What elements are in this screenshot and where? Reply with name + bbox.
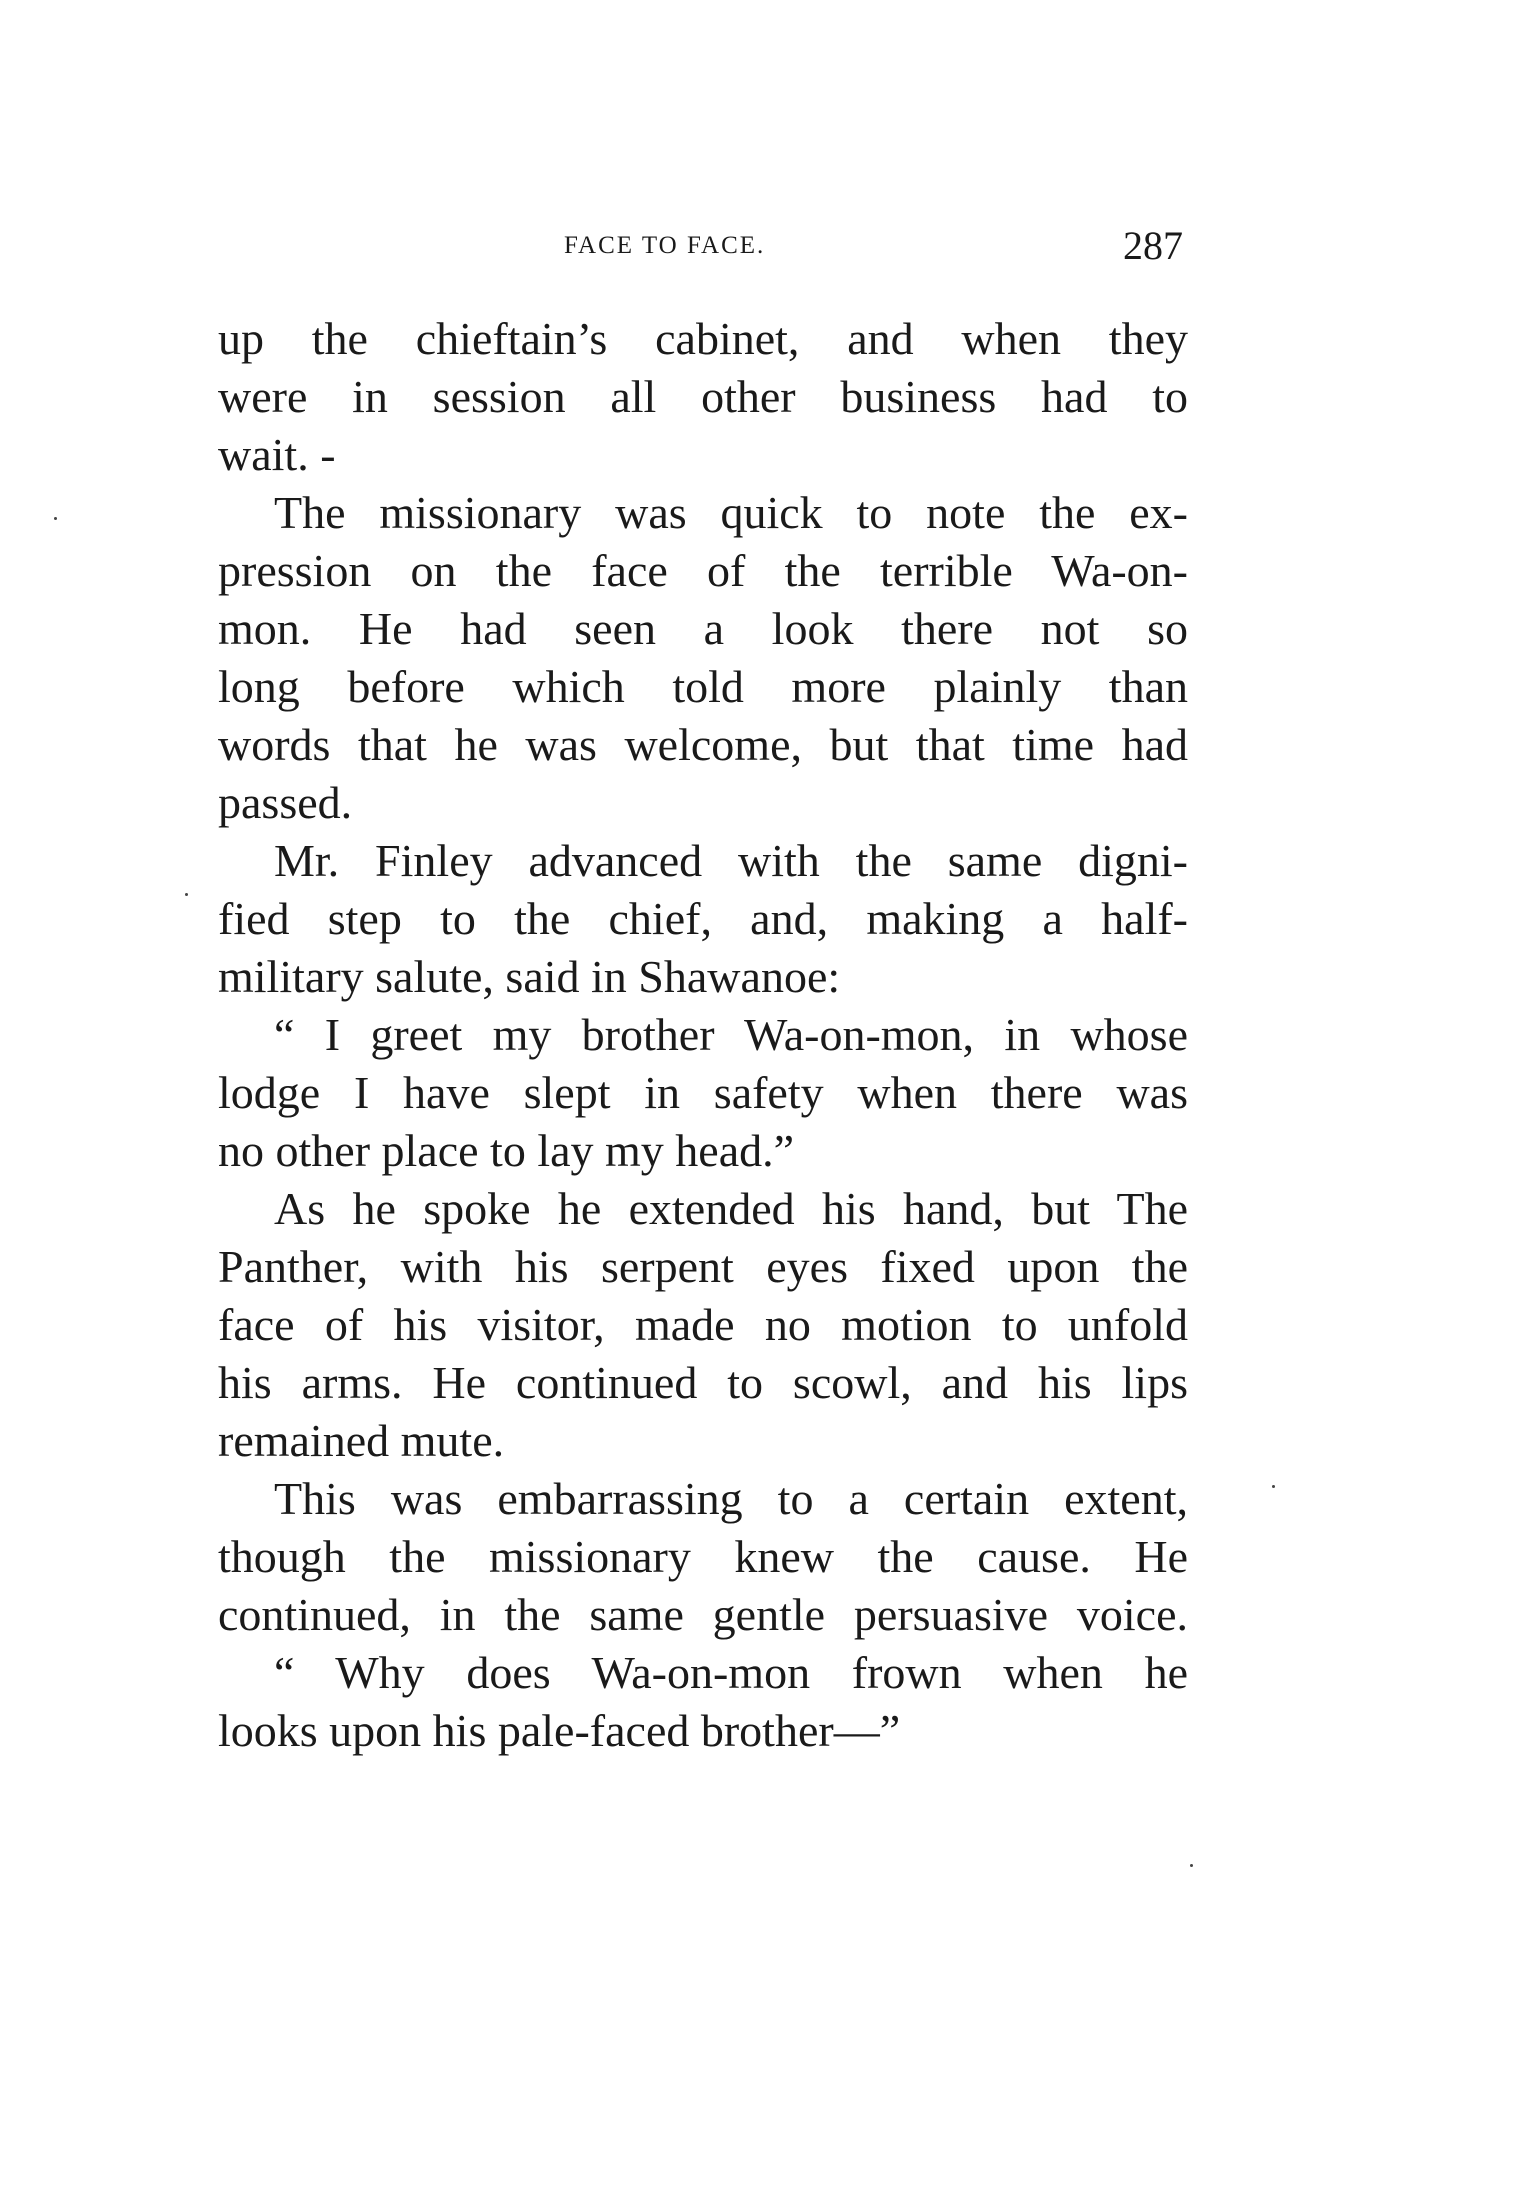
text-line: face of his visitor, made no motion to unfold [218, 1299, 1188, 1350]
text-line: lodge I have slept in safety when there was [218, 1067, 1188, 1118]
text-line: pression on the face of the terrible Wa-on- [218, 545, 1188, 596]
text-line: were in session all other business had to [218, 371, 1188, 422]
paragraph-start-line: “ I greet my brother Wa-on-mon, in whose [274, 1009, 1188, 1060]
page-speck [54, 517, 57, 520]
text-line: no other place to lay my head.” [218, 1125, 795, 1176]
text-line: mon. He had seen a look there not so [218, 603, 1188, 654]
text-line: looks upon his pale-faced brother—” [218, 1705, 901, 1756]
text-line: remained mute. [218, 1415, 505, 1466]
text-line: passed. [218, 777, 353, 828]
text-line: fied step to the chief, and, making a half- [218, 893, 1188, 944]
page-number: 287 [1123, 223, 1183, 268]
paragraph-start-line: The missionary was quick to note the ex- [274, 487, 1188, 538]
text-line: continued, in the same gentle persuasive voice. [218, 1589, 1188, 1640]
text-line: words that he was welcome, but that time had [218, 719, 1188, 770]
paragraph-start-line: This was embarrassing to a certain extent, [274, 1473, 1188, 1524]
text-line: though the missionary knew the cause. He [218, 1531, 1188, 1582]
text-line: long before which told more plainly than [218, 661, 1188, 712]
paragraph-start-line: “ Why does Wa-on-mon frown when he [274, 1647, 1188, 1698]
page-speck [1190, 1864, 1193, 1867]
paragraph-start-line: As he spoke he extended his hand, but The [274, 1183, 1188, 1234]
text-line: up the chieftain’s cabinet, and when they [218, 313, 1188, 364]
page-speck [185, 893, 188, 896]
page-speck [1272, 1485, 1275, 1488]
text-line: wait. - [218, 429, 336, 480]
paragraph-start-line: Mr. Finley advanced with the same digni- [274, 835, 1188, 886]
body-text [218, 310, 1188, 1760]
text-line: his arms. He continued to scowl, and his lips [218, 1357, 1188, 1408]
text-line: military salute, said in Shawanoe: [218, 951, 841, 1002]
running-head [228, 223, 1183, 268]
running-title: FACE TO FACE. [564, 232, 766, 259]
text-line: Panther, with his serpent eyes fixed upon the [218, 1241, 1188, 1292]
